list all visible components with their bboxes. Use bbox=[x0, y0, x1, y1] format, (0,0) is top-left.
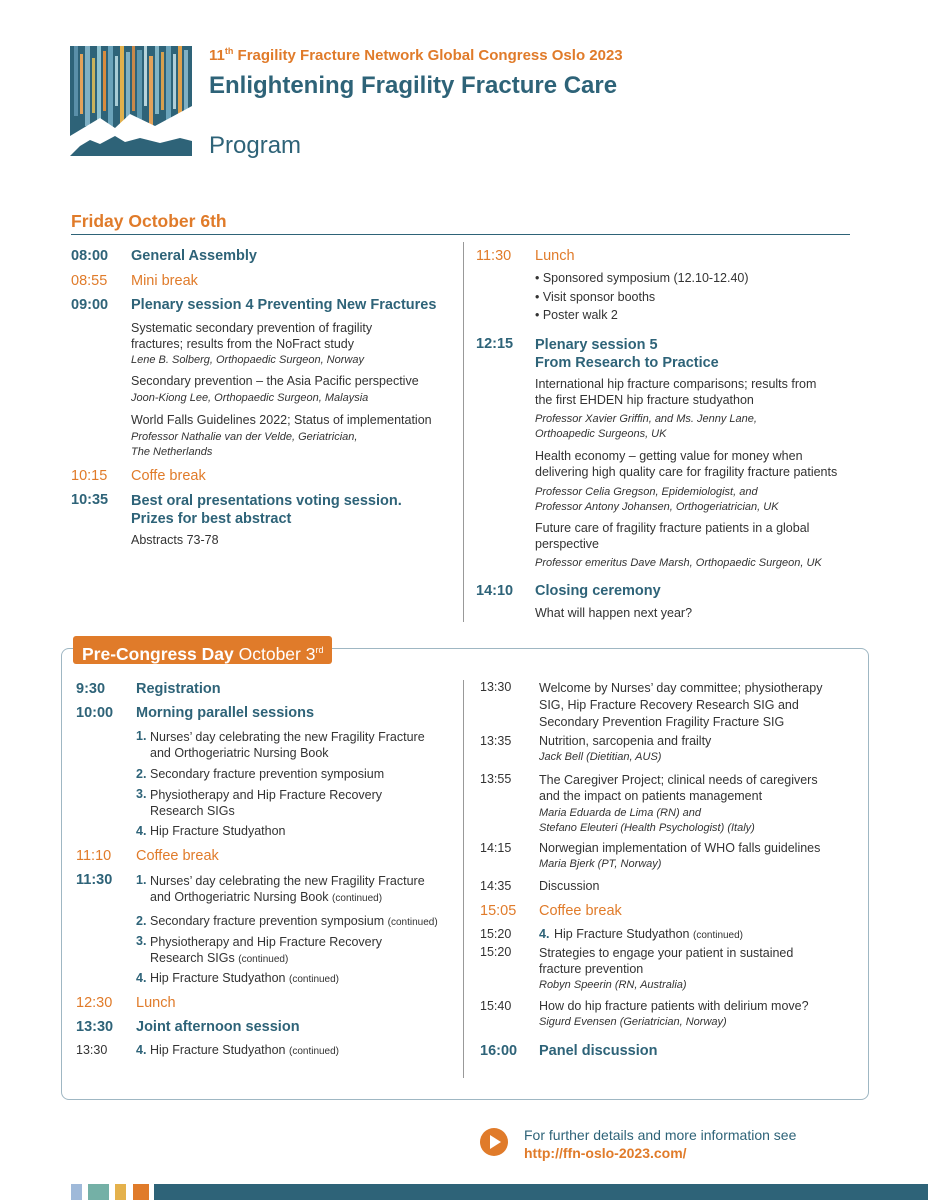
session-line: From Research to Practice bbox=[535, 355, 719, 371]
talk-line: perspective bbox=[535, 537, 599, 551]
talk-line: Future care of fragility fracture patients in a global bbox=[535, 521, 810, 535]
who-guidelines: Norwegian implementation of WHO falls guidelines bbox=[539, 841, 821, 855]
speaker-marsh: Professor emeritus Dave Marsh, Orthopaedic Surgeon, UK bbox=[535, 557, 822, 569]
item-text: Hip Fracture Studyathon bbox=[150, 971, 286, 985]
time-1035: 10:35 bbox=[71, 492, 109, 508]
lunch: Lunch bbox=[535, 248, 575, 264]
num-4: 4. bbox=[136, 824, 147, 838]
time-1355: 13:55 bbox=[480, 772, 512, 786]
time-1330-joint: 13:30 bbox=[76, 1019, 114, 1035]
m-physio bbox=[150, 787, 382, 819]
item-line: Welcome by Nurses’ day committee; physiotherapy bbox=[539, 681, 823, 695]
bullet-booths: • Visit sponsor booths bbox=[535, 290, 656, 304]
precongress-column-divider bbox=[463, 680, 464, 1078]
time-0900: 09:00 bbox=[71, 297, 109, 313]
time-1505: 15:05 bbox=[480, 903, 517, 919]
continued-note: (continued) bbox=[692, 930, 744, 941]
time-0800: 08:00 bbox=[71, 248, 109, 264]
talk-line: delivering high quality care for fragility fracture patients bbox=[535, 465, 838, 479]
footer-bar-orange bbox=[133, 1184, 149, 1200]
hip-studyathon-1330 bbox=[150, 1043, 339, 1057]
time-1015: 10:15 bbox=[71, 468, 108, 484]
general-assembly: General Assembly bbox=[131, 248, 257, 264]
num-1: 1. bbox=[136, 729, 147, 743]
time-1415: 14:15 bbox=[480, 841, 512, 855]
caregiver bbox=[539, 772, 818, 804]
time-0855: 08:55 bbox=[71, 273, 108, 289]
continued-note: (continued) bbox=[288, 974, 340, 985]
num-3b: 3. bbox=[136, 934, 147, 948]
item-text: Hip Fracture Studyathon bbox=[150, 1043, 286, 1057]
session-line: Plenary session 5 bbox=[535, 337, 658, 353]
precongress-badge bbox=[73, 636, 332, 664]
speaker-line: Stefano Eleuteri (Health Psychologist) (Italy) bbox=[539, 822, 755, 834]
item-line: Nurses’ day celebrating the new Fragility Fracture bbox=[150, 874, 425, 888]
talk-line: Systematic secondary prevention of fragility bbox=[131, 321, 373, 335]
speaker-line: Professor Celia Gregson, Epidemiologist, and bbox=[535, 486, 758, 498]
closing-ceremony: Closing ceremony bbox=[535, 583, 661, 599]
m-studyathon: Hip Fracture Studyathon bbox=[150, 824, 286, 838]
talk-line: Health economy – getting value for money when bbox=[535, 449, 803, 463]
footer-bar-blue bbox=[71, 1184, 82, 1200]
plenary-4: Plenary session 4 Preventing New Fractures bbox=[131, 297, 437, 313]
hip-studyathon-1520 bbox=[554, 927, 743, 941]
num-2: 2. bbox=[136, 767, 147, 781]
item-line bbox=[150, 950, 382, 968]
program-subtitle: Program bbox=[209, 132, 302, 159]
item-line: The Caregiver Project; clinical needs of caregivers bbox=[539, 773, 818, 787]
footer-bar-teal-light bbox=[88, 1184, 109, 1200]
badge-sup: rd bbox=[315, 645, 324, 655]
a-physio bbox=[150, 934, 382, 968]
item-line: Physiotherapy and Hip Fracture Recovery bbox=[150, 788, 383, 802]
num-1b: 1. bbox=[136, 873, 147, 887]
info-text: For further details and more information see bbox=[524, 1127, 797, 1143]
mini-break: Mini break bbox=[131, 273, 198, 289]
item-line: and Orthogeriatric Nursing Book bbox=[150, 746, 329, 760]
speaker-griffin-lane bbox=[535, 412, 757, 442]
footer-bar-teal bbox=[154, 1184, 928, 1200]
discussion: Discussion bbox=[539, 879, 600, 893]
time-1215: 12:15 bbox=[476, 336, 514, 352]
talk-line: International hip fracture comparisons; results from bbox=[535, 377, 817, 391]
time-1520b: 15:20 bbox=[480, 945, 512, 959]
speaker-line: Orthoapedic Surgeons, UK bbox=[535, 428, 667, 440]
time-1520a: 15:20 bbox=[480, 927, 512, 941]
item-line: SIG, Hip Fracture Recovery Research SIG and bbox=[539, 698, 799, 712]
congress-line: 11th Fragility Fracture Network Global Congress Oslo 2023 bbox=[209, 46, 623, 64]
speaker-lima-eleuteri bbox=[539, 806, 755, 836]
footer-bar-yellow bbox=[115, 1184, 126, 1200]
talk-hip-comparisons bbox=[535, 376, 816, 408]
time-1435: 14:35 bbox=[480, 879, 512, 893]
bullet-sponsored: • Sponsored symposium (12.10-12.40) bbox=[535, 271, 749, 285]
num-4d: 4. bbox=[539, 927, 550, 941]
time-1335: 13:35 bbox=[480, 734, 512, 748]
time-1130: 11:30 bbox=[476, 248, 512, 264]
item-line: and the impact on patients management bbox=[539, 789, 763, 803]
time-1130-pre: 11:30 bbox=[76, 872, 113, 888]
congress-logo bbox=[70, 46, 192, 156]
congress-title: Enlightening Fragility Fracture Care bbox=[209, 72, 618, 99]
continued-note: (continued) bbox=[332, 893, 383, 904]
speaker-line: Maria Eduarda de Lima (RN) and bbox=[539, 807, 702, 819]
continued-note: (continued) bbox=[288, 1046, 340, 1057]
speaker-evensen: Sigurd Evensen (Geriatrician, Norway) bbox=[539, 1016, 727, 1028]
talk-nofract bbox=[131, 320, 372, 352]
nutrition: Nutrition, sarcopenia and frailty bbox=[539, 734, 712, 748]
time-1540: 15:40 bbox=[480, 999, 512, 1013]
talk-falls-guidelines: World Falls Guidelines 2022; Status of implementation bbox=[131, 413, 432, 427]
time-1000: 10:00 bbox=[76, 705, 114, 721]
item-line: Strategies to engage your patient in sustained bbox=[539, 946, 794, 960]
registration: Registration bbox=[136, 681, 221, 697]
item-text: Hip Fracture Studyathon bbox=[554, 927, 690, 941]
badge-date: October 3 bbox=[238, 643, 316, 664]
welcome bbox=[539, 680, 822, 731]
a-nurses bbox=[150, 873, 425, 907]
speaker-bell: Jack Bell (Dietitian, AUS) bbox=[539, 751, 662, 763]
continued-note: (continued) bbox=[238, 954, 289, 965]
a-secondary bbox=[150, 914, 438, 928]
talk-asia-pacific: Secondary prevention – the Asia Pacific perspective bbox=[131, 374, 419, 388]
item-text: Research SIGs bbox=[150, 951, 235, 965]
friday-column-divider bbox=[463, 242, 464, 622]
time-1330-hip: 13:30 bbox=[76, 1043, 108, 1057]
strategies bbox=[539, 945, 793, 977]
bullet-poster: • Poster walk 2 bbox=[535, 308, 618, 322]
abstracts: Abstracts 73-78 bbox=[131, 533, 219, 547]
speaker-van-der-velde bbox=[131, 430, 357, 460]
play-icon[interactable] bbox=[479, 1127, 509, 1157]
website-link[interactable]: http://ffn-oslo-2023.com/ bbox=[524, 1145, 687, 1161]
speaker-speerin: Robyn Speerin (RN, Australia) bbox=[539, 979, 687, 991]
session-line: Best oral presentations voting session. bbox=[131, 493, 402, 509]
coffee-break-1505: Coffee break bbox=[539, 903, 622, 919]
lunch-pre: Lunch bbox=[136, 995, 176, 1011]
session-line: Prizes for best abstract bbox=[131, 511, 292, 527]
talk-future-care bbox=[535, 520, 809, 552]
friday-divider bbox=[71, 234, 850, 235]
speaker-line: Professor Nathalie van der Velde, Geriatrician, bbox=[131, 431, 358, 443]
speaker-line: The Netherlands bbox=[131, 446, 213, 458]
speaker-gregson-johansen bbox=[535, 485, 779, 515]
time-1600: 16:00 bbox=[480, 1043, 518, 1059]
speaker-solberg: Lene B. Solberg, Orthopaedic Surgeon, Norway bbox=[131, 354, 364, 366]
speaker-line: Professor Antony Johansen, Orthogeriatrician, UK bbox=[535, 501, 779, 513]
num-4c: 4. bbox=[136, 1043, 147, 1057]
item-line: fracture prevention bbox=[539, 962, 644, 976]
joint-session: Joint afternoon session bbox=[136, 1019, 300, 1035]
a-studyathon bbox=[150, 971, 339, 985]
time-1110: 11:10 bbox=[76, 848, 112, 864]
time-1230: 12:30 bbox=[76, 995, 113, 1011]
next-year: What will happen next year? bbox=[535, 606, 693, 620]
time-1330-welcome: 13:30 bbox=[480, 680, 512, 694]
time-1410: 14:10 bbox=[476, 583, 514, 599]
speaker-lee: Joon-Kiong Lee, Orthopaedic Surgeon, Malaysia bbox=[131, 392, 369, 404]
item-line bbox=[150, 889, 425, 907]
m-secondary: Secondary fracture prevention symposium bbox=[150, 767, 385, 781]
talk-health-economy bbox=[535, 448, 837, 480]
coffee-break-1110: Coffee break bbox=[136, 848, 219, 864]
plenary-5 bbox=[535, 336, 719, 372]
continued-note: (continued) bbox=[387, 917, 438, 928]
coffe-break: Coffe break bbox=[131, 468, 206, 484]
item-line: Secondary Prevention Fragility Fracture SIG bbox=[539, 715, 785, 729]
num-2b: 2. bbox=[136, 914, 147, 928]
friday-heading: Friday October 6th bbox=[71, 211, 227, 231]
best-oral-session bbox=[131, 492, 402, 528]
time-930: 9:30 bbox=[76, 681, 106, 697]
talk-line: fractures; results from the NoFract study bbox=[131, 337, 354, 351]
item-text: Secondary fracture prevention symposium bbox=[150, 914, 385, 928]
item-line: Physiotherapy and Hip Fracture Recovery bbox=[150, 935, 383, 949]
item-line: Nurses’ day celebrating the new Fragility Fracture bbox=[150, 730, 425, 744]
panel-discussion: Panel discussion bbox=[539, 1043, 658, 1059]
speaker-bjerk: Maria Bjerk (PT, Norway) bbox=[539, 858, 662, 870]
morning-sessions: Morning parallel sessions bbox=[136, 705, 315, 721]
m-nurses bbox=[150, 729, 425, 761]
item-text: and Orthogeriatric Nursing Book bbox=[150, 890, 329, 904]
num-4b: 4. bbox=[136, 971, 147, 985]
item-line: Research SIGs bbox=[150, 804, 235, 818]
talk-line: the first EHDEN hip fracture studyathon bbox=[535, 393, 754, 407]
num-3: 3. bbox=[136, 787, 147, 801]
delirium: How do hip fracture patients with delirium move? bbox=[539, 999, 809, 1013]
badge-bold: Pre-Congress Day bbox=[82, 643, 234, 664]
speaker-line: Professor Xavier Griffin, and Ms. Jenny Lane, bbox=[535, 413, 757, 425]
